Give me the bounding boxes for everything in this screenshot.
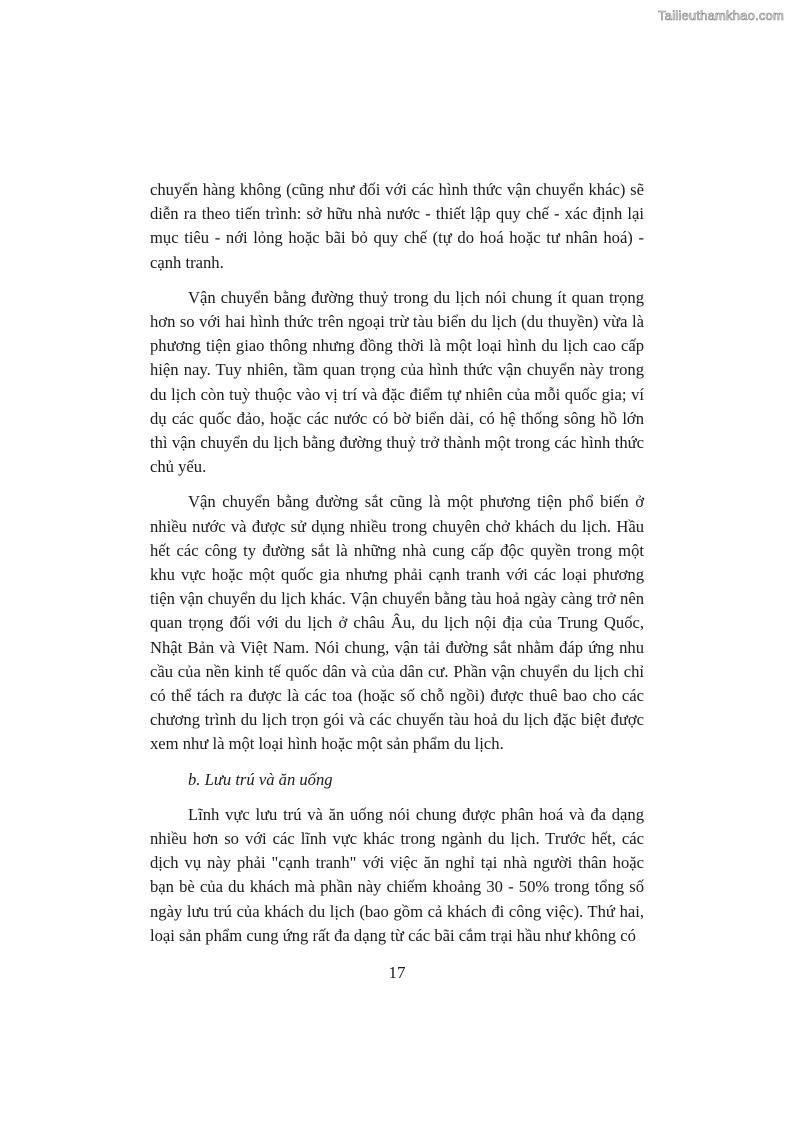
page-number: 17 (388, 963, 406, 982)
paragraph-continuation: chuyển hàng không (cũng như đối với các hình thức vận chuyển khác) sẽ diễn ra theo tiến trình: sở hữu nhà nước - thiết lập quy chế - xác định lại mục tiêu - nới lỏng hoặc bãi bỏ quy chế (tự do hoá hoặc tư nhân hoá) - cạnh tranh. (150, 180, 644, 272)
watermark: Tailieuthamkhao.com (658, 8, 784, 23)
paragraph-accommodation: Lĩnh vực lưu trú và ăn uống nói chung được phân hoá và đa dạng nhiều hơn so với các lĩnh vực khác trong ngành du lịch. Trước hết, các dịch vụ này phải "cạnh tranh" với việc ăn nghỉ tại nhà người thân hoặc bạn bè của du khách mà phần này chiếm khoảng 30 - 50% trong tổng số ngày lưu trú của khách du lịch (bao gồm cả khách đi công việc). Thứ hai, loại sản phẩm cung ứng rất đa dạng từ các bãi cắm trại hầu như không có (150, 804, 644, 945)
paragraph-rail-transport: Vận chuyển bằng đường sắt cũng là một phương tiện phổ biến ở nhiều nước và được sử dụng nhiều trong chuyên chở khách du lịch. Hầu hết các công ty đường sắt là những nhà cung cấp độc quyền trong một khu vực hoặc một quốc gia nhưng phải cạnh tranh với các loại phương tiện vận chuyển du lịch khác. Vận chuyển bằng tàu hoả ngày càng trở nên quan trọng đối với du lịch ở châu Âu, du lịch nội địa của Trung Quốc, Nhật Bản và Việt Nam. Nói chung, vận tải đường sắt nhằm đáp ứng nhu cầu của nền kinh tế quốc dân và của dân cư. Phần vận chuyển du lịch chỉ có thể tách ra được là các toa (hoặc số chỗ ngồi) được thuê bao cho các chương trình du lịch trọn gói và các chuyến tàu hoả du lịch đặc biệt được xem như là một loại hình hoặc một sản phẩm du lịch. (150, 492, 644, 754)
section-heading: b. Lưu trú và ăn uống (188, 769, 333, 789)
document-body (150, 178, 644, 959)
paragraph-water-transport: Vận chuyển bằng đường thuỷ trong du lịch nói chung ít quan trọng hơn so với hai hình thức trên ngoại trừ tàu biển du lịch (du thuyền) vừa là phương tiện giao thông nhưng đồng thời là một loại hình du lịch cao cấp hiện nay. Tuy nhiên, tầm quan trọng của hình thức vận chuyển này trong du lịch còn tuỳ thuộc vào vị trí và đặc điểm tự nhiên của mỗi quốc gia; ví dụ các quốc đảo, hoặc các nước có bờ biển dài, có hệ thống sông hồ lớn thì vận chuyển du lịch bằng đường thuỷ trở thành một trong các hình thức chủ yếu. (150, 287, 644, 477)
